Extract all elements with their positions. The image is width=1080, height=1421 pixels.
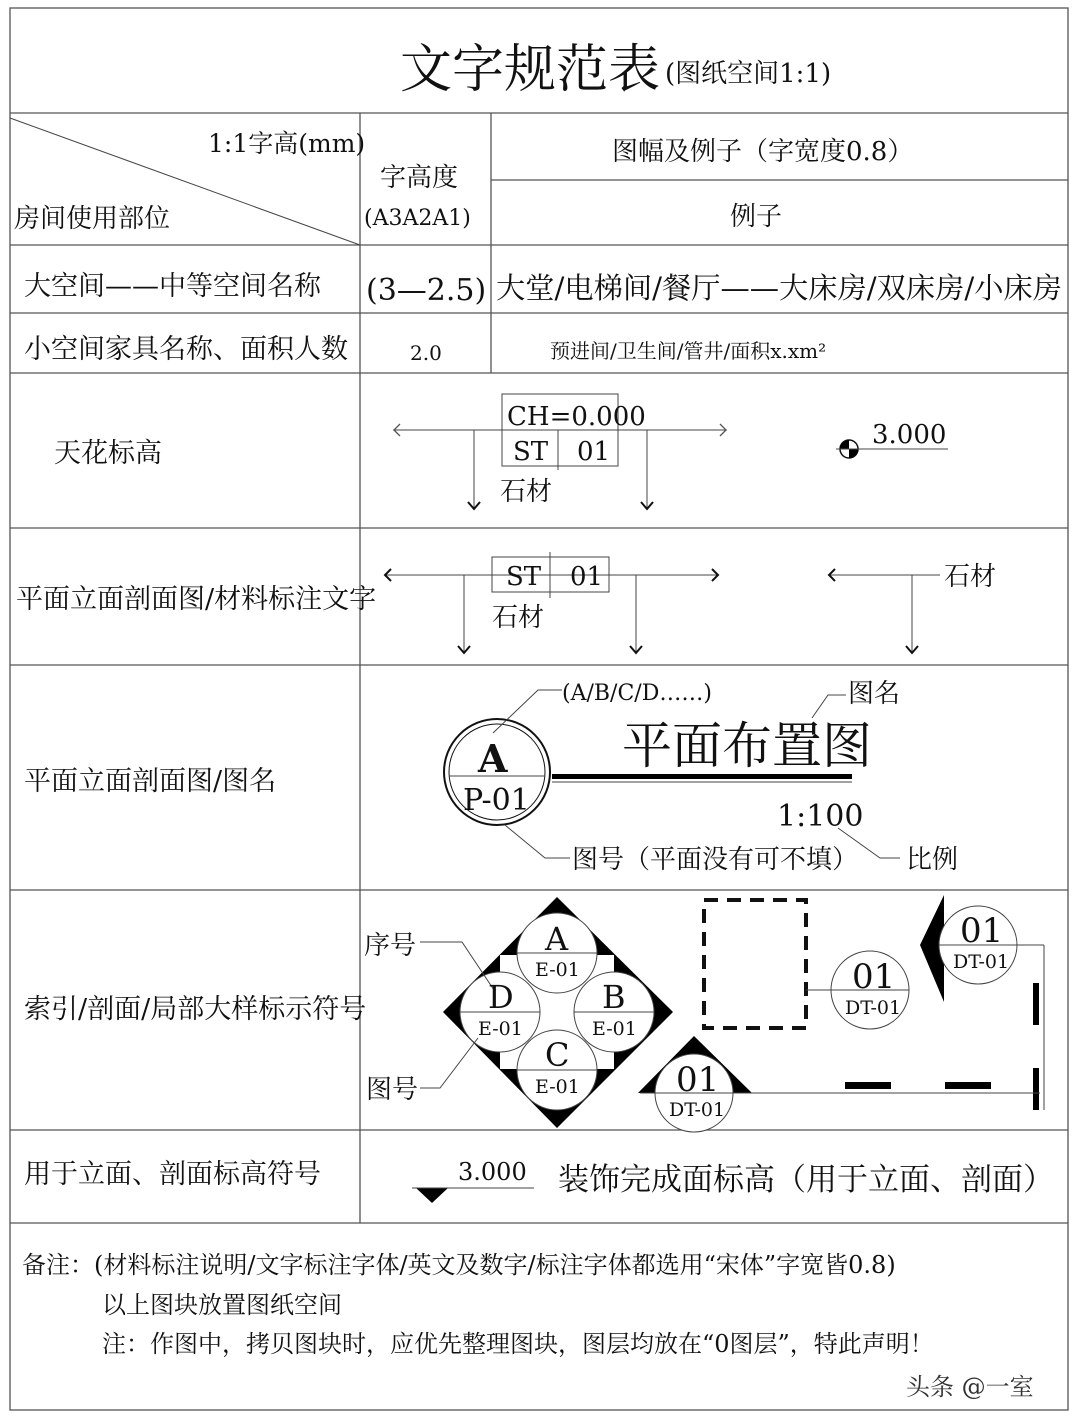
index-code-d: E-01 [478, 1018, 523, 1040]
row-label: 天花标高 [54, 438, 162, 469]
drawing-scale-label: 比例 [906, 845, 959, 875]
elev-index-num: 01 [676, 1060, 720, 1100]
elev-index-code: DT-01 [669, 1099, 726, 1121]
header-diag-bottom: 房间使用部位 [14, 204, 171, 234]
note-line-2: 以上图块放置图纸空间 [102, 1291, 342, 1319]
row-example: 大堂/电梯间/餐厅——大床房/双床房/小床房 [496, 271, 1062, 305]
index-code-a: E-01 [535, 959, 580, 981]
row-label: 大空间——中等空间名称 [24, 271, 321, 302]
ceiling-num: 01 [577, 437, 611, 467]
material-code: ST [506, 562, 542, 592]
row-height: 2.0 [410, 341, 442, 365]
drawing-title: 平面布置图 [622, 717, 872, 775]
index-letter-b: B [602, 978, 626, 1016]
index-letter-a: A [545, 920, 569, 958]
elevation-level-icon [412, 1188, 534, 1203]
detail-index-code: DT-01 [845, 997, 902, 1019]
page-title: 文字规范表 [400, 40, 661, 100]
watermark: 头条 @一室 [906, 1373, 1034, 1401]
drawing-name-label: 图名 [848, 679, 901, 709]
index-letter-d: D [488, 978, 514, 1016]
index-letter-c: C [545, 1036, 570, 1074]
detail-index-num: 01 [852, 957, 896, 997]
material-label: 石材 [492, 603, 545, 633]
page-subtitle: (图纸空间1:1) [665, 59, 832, 89]
header-diag-top: 1:1字高(mm) [208, 129, 366, 158]
ceiling-material: 石材 [500, 477, 553, 507]
note-line-3: 注：作图中，拷贝图块时，应优先整理图块，图层均放在“0图层”，特此声明！ [102, 1330, 934, 1358]
drawing-letters-label: (A/B/C/D……) [562, 681, 712, 706]
header-col2-line1: 字高度 [380, 163, 459, 193]
note-line-1: 备注：(材料标注说明/文字标注字体/英文及数字/标注字体都选用“宋体”字宽皆0.8) [22, 1251, 896, 1279]
ceiling-code: ST [513, 437, 549, 467]
material-label-2: 石材 [944, 562, 997, 592]
material-tag-symbol [385, 552, 940, 653]
elevation-desc: 装饰完成面标高（用于立面、剖面） [558, 1162, 1054, 1198]
seq-label: 序号 [364, 931, 417, 961]
section-index-code: DT-01 [953, 951, 1010, 973]
elevation-value: 3.000 [458, 1158, 527, 1186]
drawing-circle-code: P-01 [463, 783, 530, 818]
row-label: 平面立面剖面图/图名 [24, 766, 277, 797]
material-num: 01 [570, 562, 604, 592]
drawing-number-note: 图号（平面没有可不填） [572, 845, 859, 875]
ceiling-ch: CH=0.000 [507, 402, 646, 432]
header-col3-top: 图幅及例子（字宽度0.8） [612, 137, 914, 167]
row-label: 小空间家具名称、面积人数 [24, 334, 348, 365]
row-label: 索引/剖面/局部大样标示符号 [24, 994, 367, 1025]
drawing-circle-letter: A [478, 736, 508, 781]
row-height: (3—2.5) [366, 273, 487, 308]
row-label: 用于立面、剖面标高符号 [24, 1159, 321, 1190]
row-example: 预进间/卫生间/管井/面积x.xm² [550, 339, 827, 363]
number-label: 图号 [366, 1075, 419, 1105]
header-col3-bottom: 例子 [730, 202, 783, 232]
row-label: 平面立面剖面图/材料标注文字 [16, 584, 377, 615]
index-code-c: E-01 [535, 1076, 580, 1098]
drawing-scale: 1:100 [777, 799, 864, 834]
index-code-b: E-01 [592, 1018, 637, 1040]
header-col2-line2: (A3A2A1) [364, 206, 471, 231]
section-index-num: 01 [960, 911, 1004, 951]
ceiling-elevation: 3.000 [872, 420, 947, 450]
